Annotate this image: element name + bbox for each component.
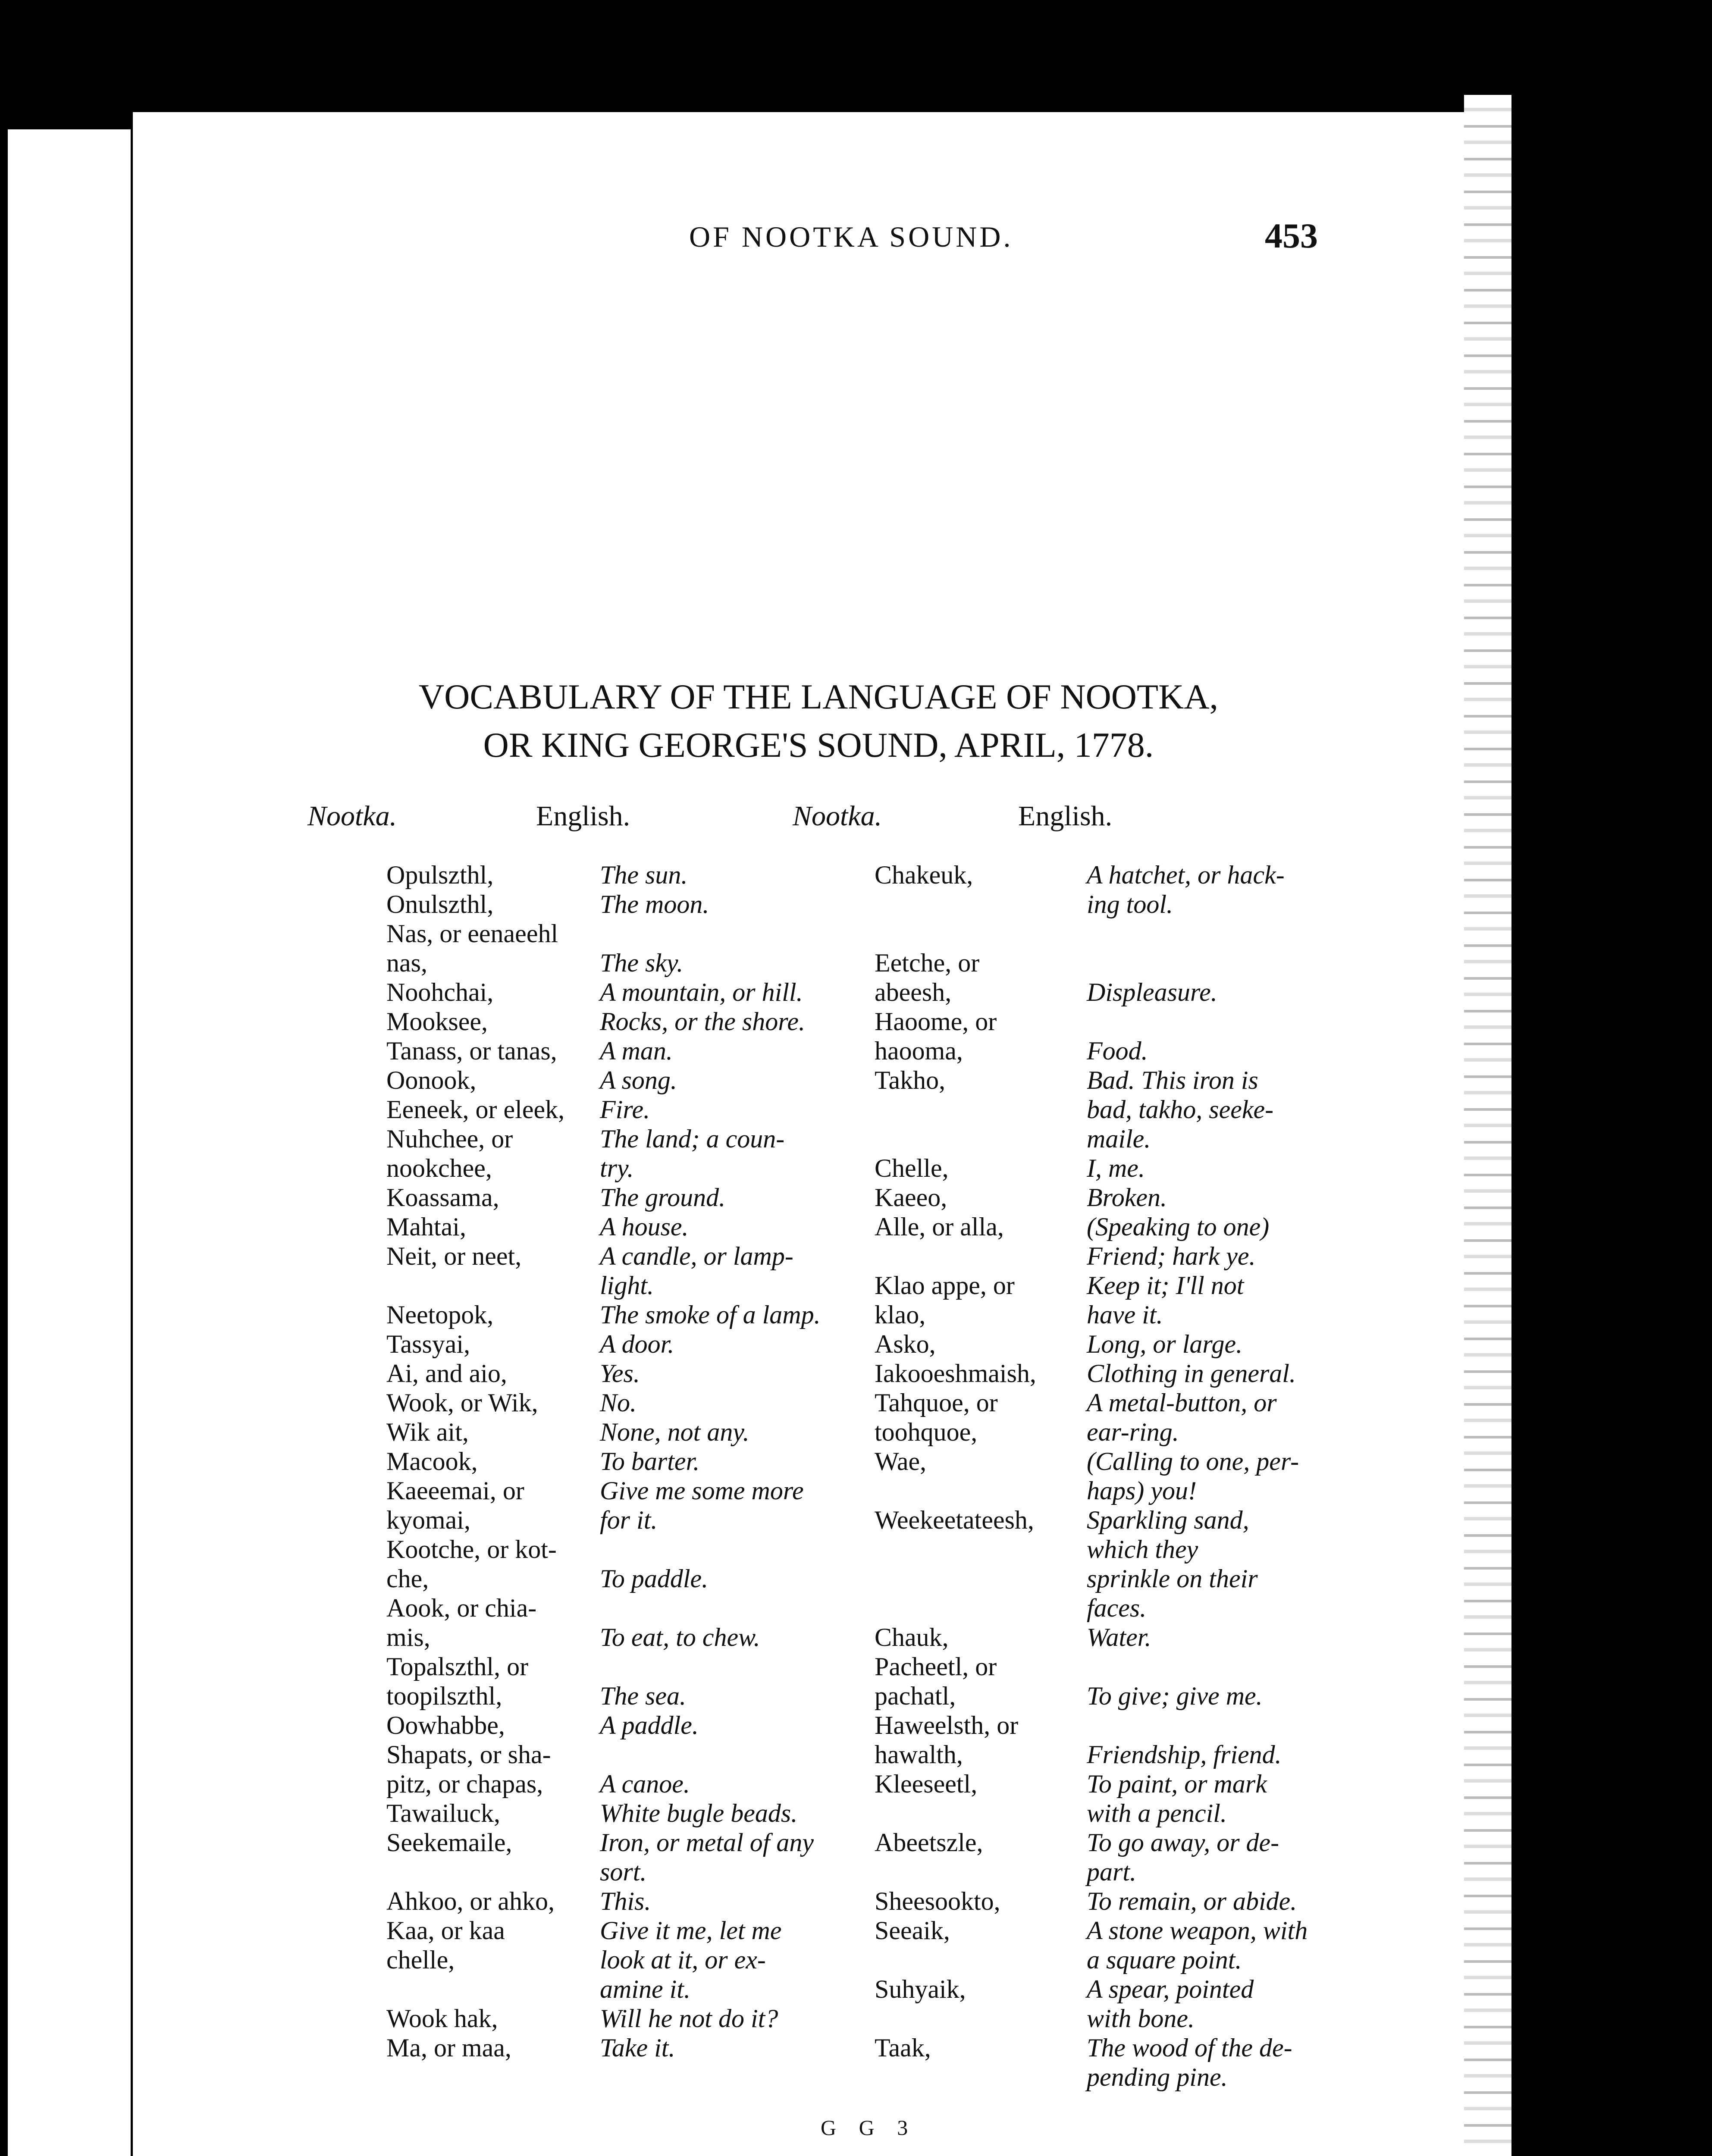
english-gloss: Iron, or metal of any xyxy=(600,1828,814,1857)
nootka-word: Asko, xyxy=(875,1330,936,1358)
signature-mark: G G 3 xyxy=(821,2115,917,2140)
english-gloss: The smoke of a lamp. xyxy=(600,1300,821,1329)
english-gloss: To paddle. xyxy=(600,1564,709,1593)
nootka-word: pachatl, xyxy=(875,1682,956,1710)
nootka-word: Ai, and aio, xyxy=(386,1359,507,1388)
english-gloss: which they xyxy=(1087,1535,1198,1564)
nootka-word: Tawailuck, xyxy=(386,1799,501,1827)
nootka-word: mis, xyxy=(386,1623,430,1651)
book-page xyxy=(133,112,1504,2156)
english-gloss: This. xyxy=(600,1887,651,1915)
column-header-nootka-b: Nootka. xyxy=(793,800,882,832)
running-title: OF NOOTKA SOUND. xyxy=(689,220,1013,253)
nootka-word: Taak, xyxy=(875,2034,931,2062)
english-gloss: To go away, or de- xyxy=(1087,1828,1279,1857)
english-gloss: To paint, or mark xyxy=(1087,1770,1267,1798)
english-gloss: Keep it; I'll not xyxy=(1087,1271,1244,1300)
english-gloss: A paddle. xyxy=(600,1711,699,1739)
nootka-word: Wae, xyxy=(875,1447,927,1476)
english-gloss: Give it me, let me xyxy=(600,1916,782,1945)
english-gloss: try. xyxy=(600,1154,634,1182)
nootka-word: Tahquoe, or xyxy=(875,1388,998,1417)
english-gloss: A stone weapon, with xyxy=(1087,1916,1308,1945)
nootka-word: Nuhchee, or xyxy=(386,1125,513,1153)
english-gloss: bad, takho, seeke- xyxy=(1087,1095,1274,1124)
english-gloss: To remain, or abide. xyxy=(1087,1887,1297,1915)
nootka-word: Mahtai, xyxy=(386,1213,466,1241)
nootka-word: Tanass, or tanas, xyxy=(386,1037,557,1065)
english-gloss: part. xyxy=(1087,1858,1137,1886)
nootka-word: kyomai, xyxy=(386,1506,470,1534)
nootka-word: Nas, or eenaeehl xyxy=(386,919,558,948)
nootka-word: Seekemaile, xyxy=(386,1828,512,1857)
english-gloss: A mountain, or hill. xyxy=(600,978,803,1006)
nootka-word: klao, xyxy=(875,1300,926,1329)
english-gloss: A canoe. xyxy=(600,1770,690,1798)
english-gloss: The sky. xyxy=(600,949,684,977)
english-gloss: Clothing in general. xyxy=(1087,1359,1296,1388)
english-gloss: The ground. xyxy=(600,1183,726,1212)
nootka-word: Shapats, or sha- xyxy=(386,1740,551,1769)
page-edge xyxy=(1464,95,1511,2156)
nootka-word: toohquoe, xyxy=(875,1418,978,1446)
english-gloss: A spear, pointed xyxy=(1087,1975,1254,2003)
nootka-word: Macook, xyxy=(386,1447,478,1476)
nootka-word: Abeetszle, xyxy=(875,1828,983,1857)
nootka-word: Kaa, or kaa xyxy=(386,1916,505,1945)
english-gloss: The wood of the de- xyxy=(1087,2034,1292,2062)
english-gloss: Broken. xyxy=(1087,1183,1167,1212)
nootka-word: chelle, xyxy=(386,1946,455,1974)
nootka-word: Oonook, xyxy=(386,1066,477,1094)
nootka-word: Topalszthl, or xyxy=(386,1652,529,1681)
nootka-word: Klao appe, or xyxy=(875,1271,1015,1300)
english-gloss: Give me some more xyxy=(600,1476,804,1505)
nootka-word: Wook, or Wik, xyxy=(386,1388,538,1417)
column-header-nootka-a: Nootka. xyxy=(307,800,397,832)
nootka-word: Alle, or alla, xyxy=(875,1213,1004,1241)
english-gloss: The sea. xyxy=(600,1682,686,1710)
english-gloss: Long, or large. xyxy=(1087,1330,1243,1358)
english-gloss: A song. xyxy=(600,1066,677,1094)
english-gloss: pending pine. xyxy=(1087,2063,1228,2091)
english-gloss: with a pencil. xyxy=(1087,1799,1227,1827)
nootka-word: Ma, or maa, xyxy=(386,2034,511,2062)
english-gloss: sprinkle on their xyxy=(1087,1564,1258,1593)
nootka-word: Ahkoo, or ahko, xyxy=(386,1887,555,1915)
nootka-word: abeesh, xyxy=(875,978,952,1006)
nootka-word: Oowhabbe, xyxy=(386,1711,505,1739)
english-gloss: haps) you! xyxy=(1087,1476,1197,1505)
english-gloss: A house. xyxy=(600,1213,689,1241)
nootka-word: Tassyai, xyxy=(386,1330,470,1358)
nootka-word: Pacheetl, or xyxy=(875,1652,997,1681)
nootka-word: Eetche, or xyxy=(875,949,980,977)
english-gloss: To barter. xyxy=(600,1447,700,1476)
column-header-english-b: English. xyxy=(1018,800,1113,832)
english-gloss: light. xyxy=(600,1271,654,1300)
nootka-word: Kleeseetl, xyxy=(875,1770,978,1798)
title-line-2: OR KING GEORGE'S SOUND, APRIL, 1778. xyxy=(483,725,1154,765)
english-gloss: Yes. xyxy=(600,1359,640,1388)
nootka-word: Chauk, xyxy=(875,1623,949,1651)
english-gloss: ing tool. xyxy=(1087,890,1173,918)
vocabulary-title xyxy=(133,673,1504,769)
nootka-word: haooma, xyxy=(875,1037,963,1065)
english-gloss: No. xyxy=(600,1388,637,1417)
english-gloss: A man. xyxy=(600,1037,673,1065)
english-gloss: None, not any. xyxy=(600,1418,749,1446)
english-gloss: (Calling to one, per- xyxy=(1087,1447,1299,1476)
english-gloss: Sparkling sand, xyxy=(1087,1506,1249,1534)
nootka-word: pitz, or chapas, xyxy=(386,1770,543,1798)
nootka-word: Suhyaik, xyxy=(875,1975,966,2003)
english-gloss: Bad. This iron is xyxy=(1087,1066,1258,1094)
nootka-word: Takho, xyxy=(875,1066,946,1094)
english-gloss: amine it. xyxy=(600,1975,690,2003)
english-gloss: maile. xyxy=(1087,1125,1151,1153)
english-gloss: faces. xyxy=(1087,1594,1147,1622)
english-gloss: look at it, or ex- xyxy=(600,1946,766,1974)
english-gloss: Displeasure. xyxy=(1087,978,1217,1006)
english-gloss: Friendship, friend. xyxy=(1087,1740,1282,1769)
english-gloss: The land; a coun- xyxy=(600,1125,785,1153)
english-gloss: Fire. xyxy=(600,1095,650,1124)
english-gloss: sort. xyxy=(600,1858,647,1886)
nootka-word: Haoome, or xyxy=(875,1007,997,1036)
english-gloss: Friend; hark ye. xyxy=(1087,1242,1256,1270)
english-gloss: for it. xyxy=(600,1506,658,1534)
nootka-word: Kaeeo, xyxy=(875,1183,947,1212)
nootka-word: Sheesookto, xyxy=(875,1887,1000,1915)
nootka-word: Iakooeshmaish, xyxy=(875,1359,1036,1388)
nootka-word: nookchee, xyxy=(386,1154,492,1182)
english-gloss: A door. xyxy=(600,1330,674,1358)
nootka-word: Noohchai, xyxy=(386,978,494,1006)
nootka-word: Onulszthl, xyxy=(386,890,494,918)
english-gloss: The moon. xyxy=(600,890,709,918)
english-gloss: Water. xyxy=(1087,1623,1151,1651)
nootka-word: Eeneek, or eleek, xyxy=(386,1095,565,1124)
english-gloss: A metal-button, or xyxy=(1087,1388,1277,1417)
nootka-word: Wik ait, xyxy=(386,1418,469,1446)
english-gloss: a square point. xyxy=(1087,1946,1242,1974)
english-gloss: (Speaking to one) xyxy=(1087,1213,1270,1241)
title-line-1: VOCABULARY OF THE LANGUAGE OF NOOTKA, xyxy=(418,677,1219,716)
nootka-word: Haweelsth, or xyxy=(875,1711,1019,1739)
column-header-english-a: English. xyxy=(536,800,630,832)
nootka-word: Chelle, xyxy=(875,1154,949,1182)
english-gloss: I, me. xyxy=(1087,1154,1145,1182)
english-gloss: A candle, or lamp- xyxy=(600,1242,793,1270)
nootka-word: Kootche, or kot- xyxy=(386,1535,557,1564)
english-gloss: Food. xyxy=(1087,1037,1148,1065)
nootka-word: Neit, or neet, xyxy=(386,1242,522,1270)
nootka-word: toopilszthl, xyxy=(386,1682,502,1710)
english-gloss: Will he not do it? xyxy=(600,2004,778,2033)
english-gloss: A hatchet, or hack- xyxy=(1087,861,1285,889)
nootka-word: Aook, or chia- xyxy=(386,1594,537,1622)
nootka-word: Wook hak, xyxy=(386,2004,498,2033)
nootka-word: Opulszthl, xyxy=(386,861,494,889)
nootka-word: hawalth, xyxy=(875,1740,963,1769)
english-gloss: To give; give me. xyxy=(1087,1682,1263,1710)
english-gloss: ear-ring. xyxy=(1087,1418,1179,1446)
page-number: 453 xyxy=(1265,216,1318,255)
english-gloss: The sun. xyxy=(600,861,688,889)
nootka-word: Seeaik, xyxy=(875,1916,950,1945)
left-page-strip xyxy=(8,129,131,2156)
english-gloss: have it. xyxy=(1087,1300,1163,1329)
english-gloss: White bugle beads. xyxy=(600,1799,798,1827)
nootka-word: che, xyxy=(386,1564,429,1593)
nootka-word: Koassama, xyxy=(386,1183,499,1212)
nootka-word: nas, xyxy=(386,949,427,977)
nootka-word: Chakeuk, xyxy=(875,861,973,889)
nootka-word: Weekeetateesh, xyxy=(875,1506,1034,1534)
english-gloss: with bone. xyxy=(1087,2004,1195,2033)
english-gloss: Take it. xyxy=(600,2034,675,2062)
nootka-word: Mooksee, xyxy=(386,1007,488,1036)
english-gloss: To eat, to chew. xyxy=(600,1623,760,1651)
nootka-word: Kaeeemai, or xyxy=(386,1476,524,1505)
nootka-word: Neetopok, xyxy=(386,1300,494,1329)
english-gloss: Rocks, or the shore. xyxy=(600,1007,806,1036)
